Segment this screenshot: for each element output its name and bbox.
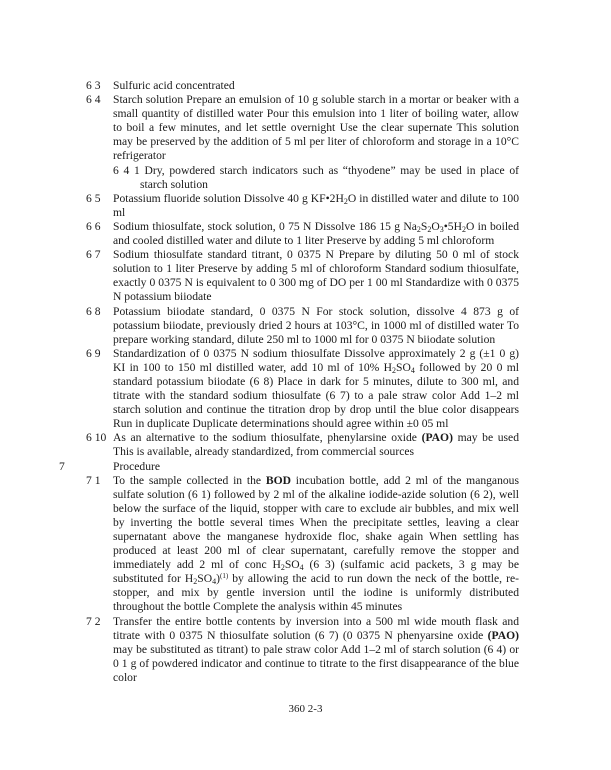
section-number: 6 7 xyxy=(86,248,101,262)
section-text: Potassium biiodate standard, 0 0375 N For stock solution, dissolve 4 873 g of potassium biiodate, previously dried 2 hours at 103°C, in 1000 ml of distilled water To prepare working standard, dilute 250 ml to 1000 ml for 0 0375 N biiodate solution xyxy=(113,304,519,346)
section-number: 6 10 xyxy=(86,431,107,445)
section-text: Standardization of 0 0375 N sodium thiosulfate Dissolve approximately 2 g (±1 0 g) KI in 100 to 150 ml distilled water, add 10 ml of 10% $H_2SO_4$ followed by 20 0 ml standard potassium biiodate (6 8) Place in dark for 5 minutes, dilute to 300 ml, and titrate with the standard sodium thiosulfate (6 7) to a pale straw color Add 1–2 ml starch solution and continue the titration drop by drop until the blue color disappears Run in duplicate Duplicate determinations should agree within ±0 05 ml xyxy=(113,346,519,431)
section-number: 6 4 1 xyxy=(113,163,140,177)
section-6-9 xyxy=(86,347,519,432)
section-number: 7 xyxy=(59,459,65,473)
page-number: 360 2-3 xyxy=(288,703,323,715)
section-number: 6 9 xyxy=(86,346,101,360)
section-number: 6 3 xyxy=(86,79,101,92)
section-6-6 xyxy=(86,220,519,248)
section-text: Sulfuric acid concentrated xyxy=(113,79,235,92)
section-text: Transfer the entire bottle contents by inversion into a 500 ml wide mouth flask and titrate with 0 0375 N thiosulfate solution (6 7) (0 0375 N phenyarsine oxide (PAO) may be substituted as titrant) to pale straw color Add 1–2 ml of starch solution (6 4) or 0 1 g of powdered indicator and continue to titrate to the first disappearance of the blue color xyxy=(113,614,519,684)
section-text: Potassium fluoride solution Dissolve 40 g $KF•2H_2O$ in distilled water and dilute to 100 ml xyxy=(113,191,519,219)
section-6-7 xyxy=(86,248,519,304)
section-text: To the sample collected in the BOD incubation bottle, add 2 ml of the manganous sulfate solution (6 1) followed by 2 ml of the alkaline iodide-azide solution (6 2), well below the surface of the liquid, stopper with care to exclude air bubbles, and mix well by inverting the bottle several times When the precipitate settles, leaving a clear supernatant above the manganese hydroxide floc, shake again When settling has produced at least 200 ml of clear supernatant, carefully remove the stopper and immediately add 2 ml of conc $H_2SO_4$ (6 3) (sulfamic acid packets, 3 g may be substituted for $H_2SO_4)^{(1)}$ by allowing the acid to run down the neck of the bottle, re-stopper, and mix by gentle inversion until the iodine is uniformly distributed throughout the bottle Complete the analysis within 45 minutes xyxy=(113,473,519,614)
section-text: Starch solution Prepare an emulsion of 10 g soluble starch in a mortar or beaker with a small quantity of distilled water Pour this emulsion into 1 liter of boiling water, allow to boil a few minutes, and let settle overnight Use the clear supernate This solution may be preserved by the addition of 5 ml per liter of chloroform and storage in a 10°C refrigerator xyxy=(113,93,519,163)
section-text: As an alternative to the sodium thiosulfate, phenylarsine oxide (PAO) may be used This is available, already standardized, from commercial sources xyxy=(113,431,519,459)
section-text: Sodium thiosulfate standard titrant, 0 0375 N Prepare by diluting 50 0 ml of stock solution to 1 liter Preserve by adding 5 ml of chloroform Standard sodium thiosulfate, exactly 0 0375 N is equivalent to 0 300 mg of DO per 1 00 ml Standardize with 0 0375 N potassium biiodate xyxy=(113,248,519,304)
section-number: 7 2 xyxy=(86,614,101,628)
section-7-heading xyxy=(59,460,519,474)
section-6-3 xyxy=(86,79,519,93)
section-6-4 xyxy=(86,93,519,163)
section-6-4-1 xyxy=(113,164,519,192)
section-6-8 xyxy=(86,305,519,347)
footnote-ref: (1) xyxy=(219,572,229,581)
section-7-1 xyxy=(86,474,519,615)
section-text: Sodium thiosulfate, stock solution, 0 75 N Dissolve 186 15 g $Na_2S_2O_3•5H_2O$ in boiled and cooled distilled water and dilute to 1 liter Preserve by adding 5 ml chloroform xyxy=(113,219,519,248)
document-body xyxy=(59,79,520,685)
section-text: Dry, powdered starch indicators such as “thyodene” may be used in place of starch solution xyxy=(140,163,520,191)
section-number: 6 6 xyxy=(86,219,101,233)
section-heading: Procedure xyxy=(113,459,160,473)
section-6-10 xyxy=(86,431,519,459)
section-number: 7 1 xyxy=(86,473,101,487)
section-6-5 xyxy=(86,192,519,220)
section-7-2 xyxy=(86,615,519,685)
section-number: 6 5 xyxy=(86,191,101,205)
section-number: 6 4 xyxy=(86,93,101,107)
section-number: 6 8 xyxy=(86,304,101,318)
